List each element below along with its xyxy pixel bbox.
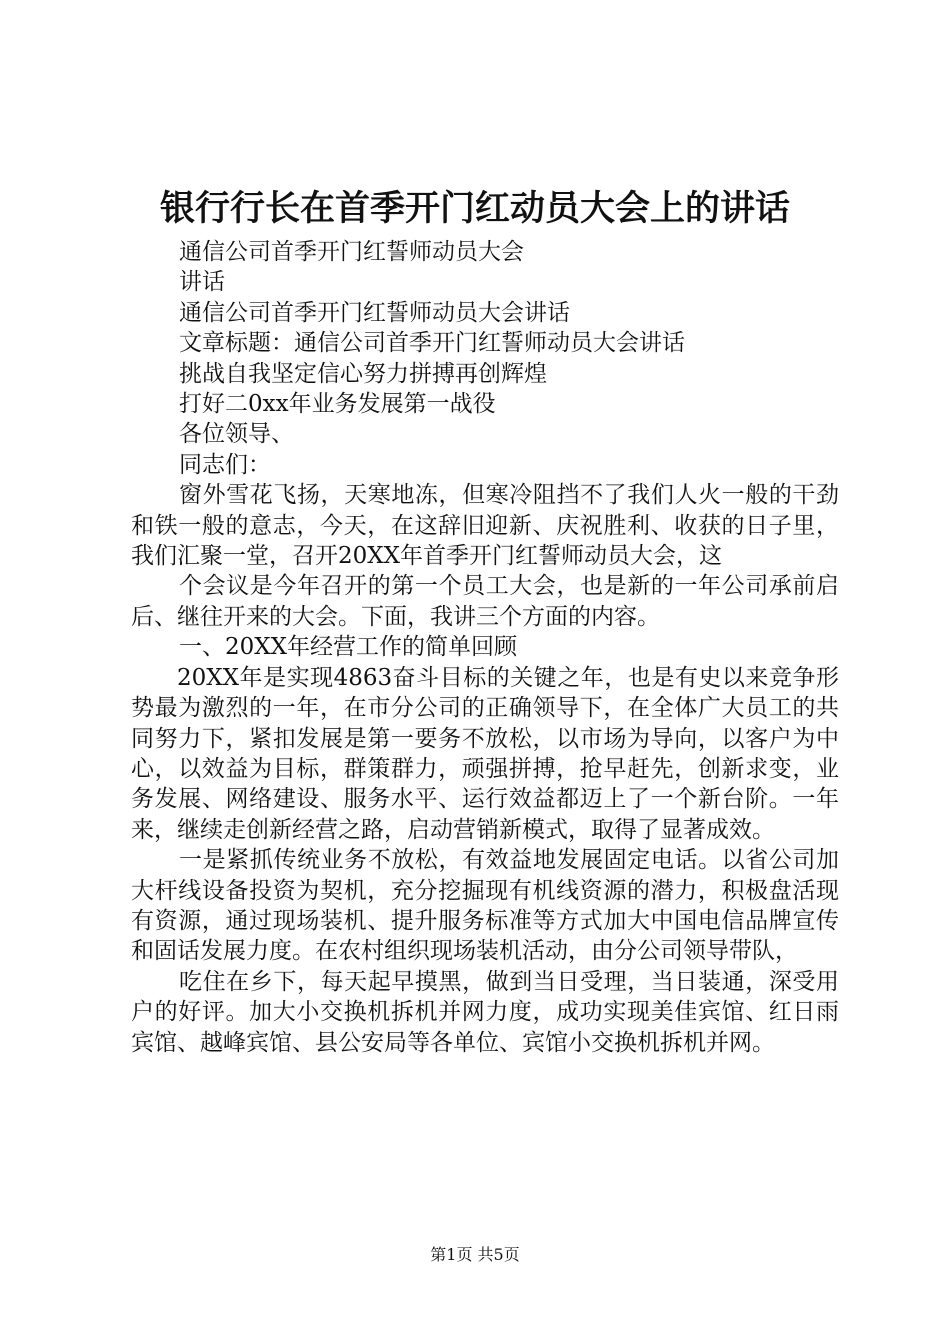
body-paragraph: 个会议是今年召开的第一个员工大会，也是新的一年公司承前启后、继往开来的大会。下面，我讲三个方面的内容。 — [131, 573, 839, 630]
page-footer: 第1页 共5页 — [430, 1245, 520, 1264]
document-body — [131, 237, 839, 1058]
header-line: 通信公司首季开门红誓师动员大会 — [179, 239, 524, 265]
document-title: 银行行长在首季开门红动员大会上的讲话 — [159, 188, 790, 229]
header-line: 通信公司首季开门红誓师动员大会讲话 — [179, 299, 570, 326]
body-paragraph: 一是紧抓传统业务不放松，有效益地发展固定电话。以省公司加大杆线设备投资为契机，充分挖掘现有机线资源的潜力，积极盘活现有资源，通过现场装机、提升服务标准等方式加大中国电信品牌宣传和固话发展力度。在农村组织现场装机活动，由分公司领导带队， — [131, 847, 839, 965]
body-paragraph: 吃住在乡下，每天起早摸黑，做到当日受理，当日装通，深受用户的好评。加大小交换机拆机并网力度，成功实现美佳宾馆、红日雨宾馆、越峰宾馆、县公安局等各单位、宾馆小交换机拆机并网。 — [131, 968, 839, 1056]
slogan-line: 打好二0xx年业务发展第一战役 — [179, 391, 496, 418]
salutation-line: 各位领导、 — [179, 421, 294, 448]
body-paragraph: 20XX年是实现4863奋斗目标的关键之年，也是有史以来竞争形势最为激烈的一年，在市分公司的正确领导下，在全体广大员工的共同努力下，紧扣发展是第一要务不放松，以市场为导向，以客户为中心，以效益为目标，群策群力，顽强拼搏，抢早赶先，创新求变，业务发展、网络建设、服务水平、运行效益都迈上了一个新台阶。一年来，继续走创新经营之路，启动营销新模式，取得了显著成效。 — [131, 664, 839, 843]
salutation-line: 同志们： — [179, 451, 271, 478]
header-line: 讲话 — [179, 269, 225, 296]
slogan-line: 挑战自我坚定信心努力拼搏再创辉煌 — [179, 360, 547, 387]
body-paragraph: 窗外雪花飞扬，天寒地冻，但寒冷阻挡不了我们人火一般的干劲和铁一般的意志，今天，在这辞旧迎新、庆祝胜利、收获的日子里，我们汇聚一堂，召开20XX年首季开门红誓师动员大会，这 — [131, 482, 839, 570]
article-title-line: 文章标题：通信公司首季开门红誓师动员大会讲话 — [179, 330, 685, 357]
section-heading: 一、20XX年经营工作的简单回顾 — [179, 634, 518, 661]
